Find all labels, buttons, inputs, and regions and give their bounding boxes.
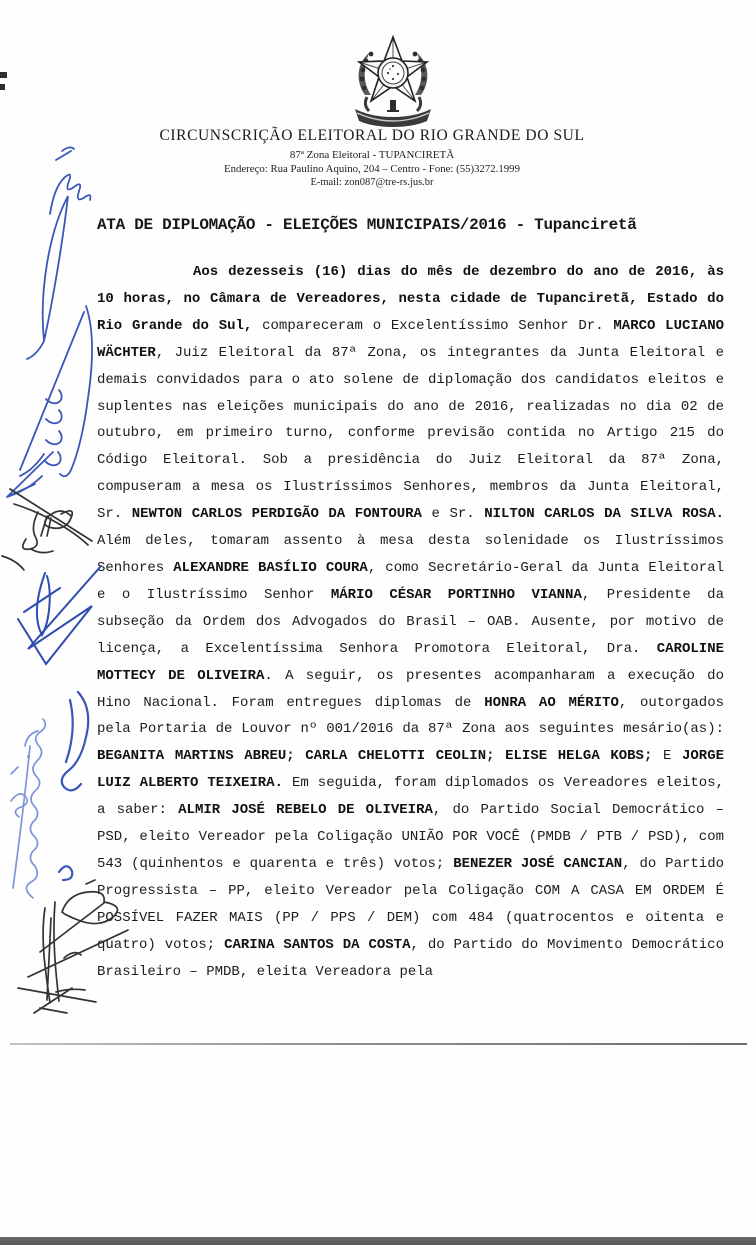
pencil-dot-artifact — [27, 755, 30, 758]
signature-blue-zigzag-4 — [18, 566, 101, 664]
org-name: CIRCUNSCRIÇÃO ELEITORAL DO RIO GRANDE DO SUL — [159, 127, 585, 144]
document-body-text: Aos dezesseis (16) dias do mês de dezembro do ano de 2016, às 10 horas, no Câmara de Vereadores, nesta cidade de Tupanciretã, Estado do Rio Grande do Sul, compareceram o Excelentíssimo Senhor Dr. MARCO LUCIANO WÄCHTER, Juiz Eleitoral da 87ª Zona, os integrantes da Junta Eleitoral e demais convidados para o ato solene de diplomação dos candidatos eleitos e suplentes nas eleições municipais do ano de 2016, realizadas no dia 02 de outubro, em primeiro turno, conforme previsão contida no Artigo 215 do Código Eleitoral. Sob a presidência do Juiz Eleitoral da 87ª Zona, compuseram a mesa os Ilustríssimos Senhores, membros da Junta Eleitoral, Sr. NEWTON CARLOS PERDIGÃO DA FONTOURA e Sr. NILTON CARLOS DA SILVA ROSA. Além deles, tomaram assento à mesa desta solenidade os Ilustríssimos Senhores ALEXANDRE BASÍLIO COURA, como Secretário-Geral da Junta Eleitoral e o Ilustríssimo Senhor MÁRIO CÉSAR PORTINHO VIANNA, Presidente da subseção da Ordem dos Advogados do Brasil – OAB. Ausente, por motivo de licença, a Excelentíssima Senhora Promotora Eleitoral, Dra. CAROLINE MOTTECY DE OLIVEIRA. A seguir, os presentes acompanharam a execução do Hino Nacional. Foram entregues diplomas de HONRA AO MÉRITO, outorgados pela Portaria de Louvor nº 001/2016 da 87ª Zona aos seguintes mesário(as): BEGANITA MARTINS ABREU; CARLA CHELOTTI CEOLIN; ELISE HELGA KOBS; E JORGE LUIZ ALBERTO TEIXEIRA. Em seguida, foram diplomados os Vereadores eleitos, a saber: ALMIR JOSÉ REBELO DE OLIVEIRA, do Partido Social Democrático – PSD, eleito Vereador pela Coligação UNIÃO POR VOCÊ (PMDB / PTB / PSD), com 543 (quinhentos e quarenta e três) votos; BENEZER JOSÉ CANCIAN, do Partido Progressista – PP, eleito Vereador pela Coligação COM A CASA EM ORDEM É POSSÍVEL FAZER MAIS (PP / PPS / DEM) com 484 (quatrocentos e oitenta e quatro) votos; CARINA SANTOS DA COSTA, do Partido do Movimento Democrático Brasileiro – PMDB, eleita Vereadora pela — [97, 264, 725, 980]
signature-cursive-loop-5b — [59, 692, 88, 880]
signature-blue-coils-2 — [7, 306, 92, 497]
signature-cursive-vertical-5 — [11, 719, 45, 898]
scan-edge-mark — [0, 72, 7, 78]
zone-line: 87ª Zona Eleitoral - TUPANCIRETÃ — [289, 149, 455, 161]
document-title: ATA DE DIPLOMAÇÃO - ELEIÇÕES MUNICIPAIS/2016 - Tupanciretã — [97, 216, 637, 234]
address-line: Endereço: Rua Paulino Aquino, 204 – Centro - Fone: (55)3272.1999 — [224, 163, 520, 175]
scan-bottom-bar — [0, 1237, 756, 1245]
brazil-coat-of-arms — [347, 33, 439, 133]
email-line: E-mail: zon087@tre-rs.jus.br — [310, 177, 434, 188]
signature-black-angular-3 — [2, 489, 92, 570]
footer-rule — [10, 1043, 747, 1045]
scan-edge-mark — [0, 84, 5, 90]
